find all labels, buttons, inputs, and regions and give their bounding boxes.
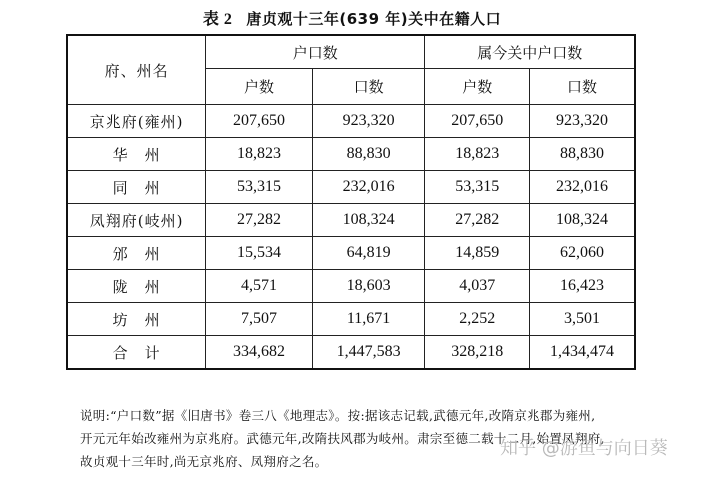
header-household-count: 户口数: [206, 35, 425, 69]
cell-kou-2: 3,501: [530, 303, 635, 336]
row-name: 邠 州: [67, 237, 206, 270]
cell-hu-2: 207,650: [425, 105, 530, 138]
cell-hu-2: 4,037: [425, 270, 530, 303]
table-title: 唐贞观十三年(639 年)关中在籍人口: [246, 10, 502, 28]
cell-hu: 334,682: [206, 336, 313, 370]
cell-kou: 108,324: [312, 204, 425, 237]
note-line: 说明:“户口数”据《旧唐书》卷三八《地理志》。按:据该志记载,武德元年,改隋京兆郡为雍州,: [80, 408, 596, 423]
row-name: 凤翔府(岐州): [67, 204, 206, 237]
cell-hu: 207,650: [206, 105, 313, 138]
header-hu-2: 户数: [425, 69, 530, 105]
cell-kou: 64,819: [312, 237, 425, 270]
cell-kou-2: 108,324: [530, 204, 635, 237]
row-name: 陇 州: [67, 270, 206, 303]
row-name: 坊 州: [67, 303, 206, 336]
cell-kou-2: 16,423: [530, 270, 635, 303]
table-row: [67, 270, 635, 303]
cell-kou: 1,447,583: [312, 336, 425, 370]
cell-hu-2: 18,823: [425, 138, 530, 171]
row-name: 同 州: [67, 171, 206, 204]
cell-hu: 7,507: [206, 303, 313, 336]
table-number: 表 2: [202, 11, 233, 28]
table-row: [67, 171, 635, 204]
total-row: [67, 336, 635, 370]
cell-kou-2: 1,434,474: [530, 336, 635, 370]
table-row: [67, 105, 635, 138]
cell-kou-2: 923,320: [530, 105, 635, 138]
cell-kou: 18,603: [312, 270, 425, 303]
table-caption: [0, 6, 704, 29]
header-hu: 户数: [206, 69, 313, 105]
watermark: 知乎 @游鱼与向日葵: [500, 438, 668, 459]
cell-kou-2: 88,830: [530, 138, 635, 171]
header-kou-2: 口数: [530, 69, 635, 105]
cell-hu-2: 27,282: [425, 204, 530, 237]
cell-kou: 11,671: [312, 303, 425, 336]
table-row: [67, 303, 635, 336]
cell-hu-2: 14,859: [425, 237, 530, 270]
cell-kou-2: 62,060: [530, 237, 635, 270]
cell-hu-2: 328,218: [425, 336, 530, 370]
cell-kou: 923,320: [312, 105, 425, 138]
cell-kou: 232,016: [312, 171, 425, 204]
header-kou: 口数: [312, 69, 425, 105]
cell-hu: 27,282: [206, 204, 313, 237]
table-row: [67, 237, 635, 270]
row-name: 京兆府(雍州): [67, 105, 206, 138]
note-line: 开元元年始改雍州为京兆府。武德元年,改隋扶风郡为岐州。肃宗至德二载十二月,始置凤翔府,: [80, 431, 605, 446]
cell-hu: 4,571: [206, 270, 313, 303]
header-row-1: [67, 35, 635, 69]
note-line: 故贞观十三年时,尚无京兆府、凤翔府之名。: [80, 454, 328, 469]
population-table: [66, 34, 636, 370]
header-prefecture-name: 府、州名: [67, 35, 206, 105]
cell-kou-2: 232,016: [530, 171, 635, 204]
table-row: [67, 138, 635, 171]
cell-hu: 15,534: [206, 237, 313, 270]
table-row: [67, 204, 635, 237]
row-name: 华 州: [67, 138, 206, 171]
header-guanzhong-count: 属今关中户口数: [425, 35, 635, 69]
cell-hu: 53,315: [206, 171, 313, 204]
cell-hu-2: 53,315: [425, 171, 530, 204]
row-name: 合 计: [67, 336, 206, 370]
cell-hu: 18,823: [206, 138, 313, 171]
cell-kou: 88,830: [312, 138, 425, 171]
cell-hu-2: 2,252: [425, 303, 530, 336]
